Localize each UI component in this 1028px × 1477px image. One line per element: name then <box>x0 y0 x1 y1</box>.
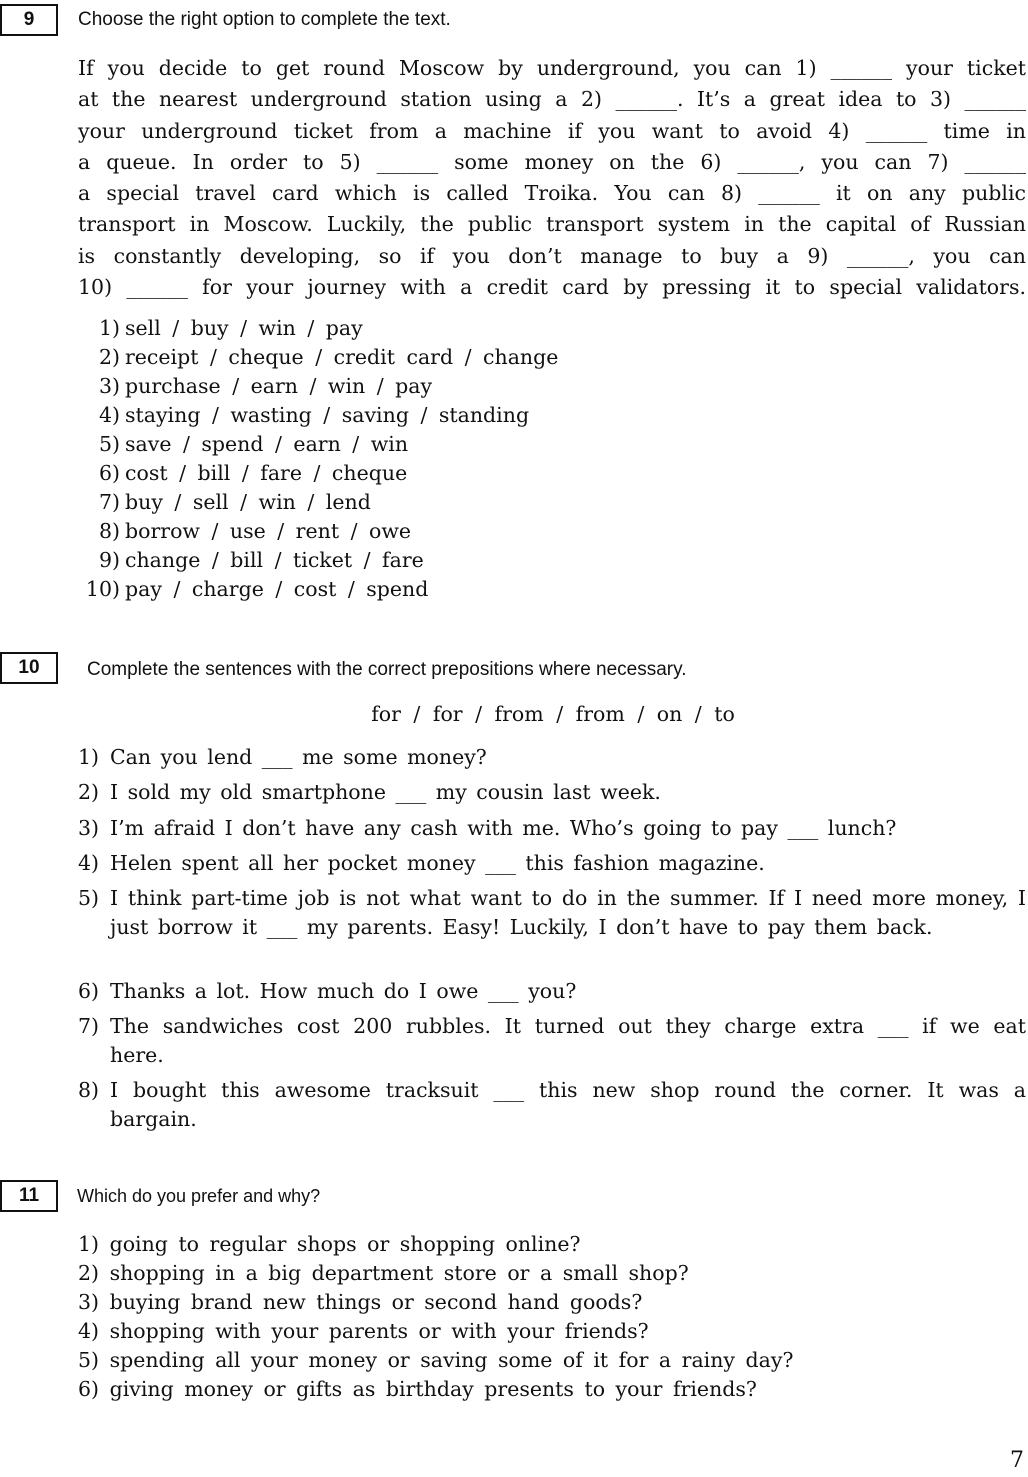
option-text: receipt / cheque / credit card / change <box>125 345 559 369</box>
sentence-number: 8) <box>78 1078 100 1102</box>
option-row <box>78 548 424 572</box>
text-line: a special travel card which is called Troika. You can 8) ______ it on any public <box>78 181 1026 206</box>
question-item <box>78 1348 793 1372</box>
option-number: 1) <box>98 316 120 340</box>
option-row <box>78 519 411 543</box>
sentence-item <box>78 1076 1026 1134</box>
sentence-text: I’m afraid I don’t have any cash with me. Who’s going to pay ___ lunch? <box>110 816 897 840</box>
option-row <box>78 403 529 427</box>
task-10-instruction: Complete the sentences with the correct prepositions where necessary. <box>87 659 687 680</box>
question-text: shopping with your parents or with your friends? <box>109 1319 649 1343</box>
question-text: buying brand new things or second hand goods? <box>109 1290 643 1314</box>
sentence-text: I think part-time job is not what want to do in the summer. If I need more money, I just borrow it ___ my parents. Easy! Luckily, I don’t have to pay them back. <box>110 886 1026 939</box>
sentence-item <box>78 814 1026 843</box>
option-text: save / spend / earn / win <box>125 432 409 456</box>
option-number: 4) <box>98 403 120 427</box>
option-number: 5) <box>98 432 120 456</box>
text-line: 10) ______ for your journey with a credit card by pressing it to special validators. <box>78 275 1026 300</box>
option-text: cost / bill / fare / cheque <box>125 461 408 485</box>
sentence-number: 4) <box>78 851 100 875</box>
sentence-number: 1) <box>78 745 100 769</box>
question-text: going to regular shops or shopping online? <box>109 1232 581 1256</box>
sentence-number: 5) <box>78 886 100 910</box>
question-item <box>78 1290 642 1314</box>
question-number: 1) <box>78 1232 100 1256</box>
sentence-text: Can you lend ___ me some money? <box>110 745 487 769</box>
sentence-text: Helen spent all her pocket money ___ this fashion magazine. <box>110 851 765 875</box>
option-text: staying / wasting / saving / standing <box>125 403 530 427</box>
sentence-number: 7) <box>78 1014 100 1038</box>
option-text: sell / buy / win / pay <box>125 316 363 340</box>
task-9-instruction: Choose the right option to complete the text. <box>78 9 451 30</box>
sentence-text: The sandwiches cost 200 rubbles. It turned out they charge extra ___ if we eat here. <box>110 1014 1026 1067</box>
option-number: 7) <box>98 490 120 514</box>
text-line: is constantly developing, so if you don’t manage to buy a 9) ______, you can <box>78 243 1026 268</box>
option-row <box>78 345 558 369</box>
question-text: shopping in a big department store or a small shop? <box>109 1261 689 1285</box>
question-text: spending all your money or saving some of it for a rainy day? <box>109 1348 794 1372</box>
question-number: 3) <box>78 1290 100 1314</box>
option-text: borrow / use / rent / owe <box>125 519 412 543</box>
sentence-number: 3) <box>78 816 100 840</box>
question-number: 5) <box>78 1348 100 1372</box>
option-row <box>78 374 432 398</box>
option-number: 2) <box>98 345 120 369</box>
text-line: transport in Moscow. Luckily, the public transport system in the capital of Russian <box>78 212 1026 237</box>
question-item <box>78 1261 689 1285</box>
preposition-word-box: for / for / from / from / on / to <box>371 702 735 726</box>
option-number: 10) <box>85 577 120 601</box>
task-number-10: 10 <box>0 652 58 684</box>
sentence-item <box>78 743 1026 772</box>
question-number: 6) <box>78 1377 100 1401</box>
sentence-number: 6) <box>78 979 100 1003</box>
task-number-9: 9 <box>0 4 58 36</box>
option-row <box>78 490 371 514</box>
sentence-item <box>78 1012 1026 1070</box>
option-number: 8) <box>98 519 120 543</box>
question-number: 2) <box>78 1261 100 1285</box>
sentence-item <box>78 977 1026 1006</box>
sentence-text: I sold my old smartphone ___ my cousin last week. <box>110 780 661 804</box>
option-number: 3) <box>98 374 120 398</box>
option-row <box>78 461 407 485</box>
text-line: a queue. In order to 5) ______ some money on the 6) ______, you can 7) ______ <box>78 149 1026 174</box>
option-number: 9) <box>98 548 120 572</box>
sentence-item <box>78 778 1026 807</box>
sentence-number: 2) <box>78 780 100 804</box>
option-text: pay / charge / cost / spend <box>125 577 429 601</box>
question-item <box>78 1319 649 1343</box>
option-text: purchase / earn / win / pay <box>125 374 433 398</box>
option-row <box>78 316 363 340</box>
sentence-item <box>78 849 1026 878</box>
sentence-text: I bought this awesome tracksuit ___ this new shop round the corner. It was a bargain. <box>110 1078 1026 1131</box>
task-number-11: 11 <box>0 1180 58 1212</box>
option-text: buy / sell / win / lend <box>125 490 371 514</box>
option-row <box>78 577 428 601</box>
sentence-text: Thanks a lot. How much do I owe ___ you? <box>110 979 577 1003</box>
option-number: 6) <box>98 461 120 485</box>
option-row <box>78 432 408 456</box>
option-text: change / bill / ticket / fare <box>125 548 424 572</box>
page-number: 7 <box>1010 1448 1024 1473</box>
task-11-instruction: Which do you prefer and why? <box>77 1186 321 1206</box>
text-line: at the nearest underground station using a 2) ______. It’s a great idea to 3) ______ <box>78 87 1026 112</box>
sentence-item <box>78 884 1026 942</box>
question-text: giving money or gifts as birthday presents to your friends? <box>109 1377 757 1401</box>
question-item <box>78 1377 757 1401</box>
question-number: 4) <box>78 1319 100 1343</box>
task-9-text <box>78 53 1026 303</box>
text-line: your underground ticket from a machine if you want to avoid 4) ______ time in <box>78 118 1026 143</box>
question-item <box>78 1232 580 1256</box>
text-line: If you decide to get round Moscow by underground, you can 1) ______ your ticket <box>78 56 1026 80</box>
